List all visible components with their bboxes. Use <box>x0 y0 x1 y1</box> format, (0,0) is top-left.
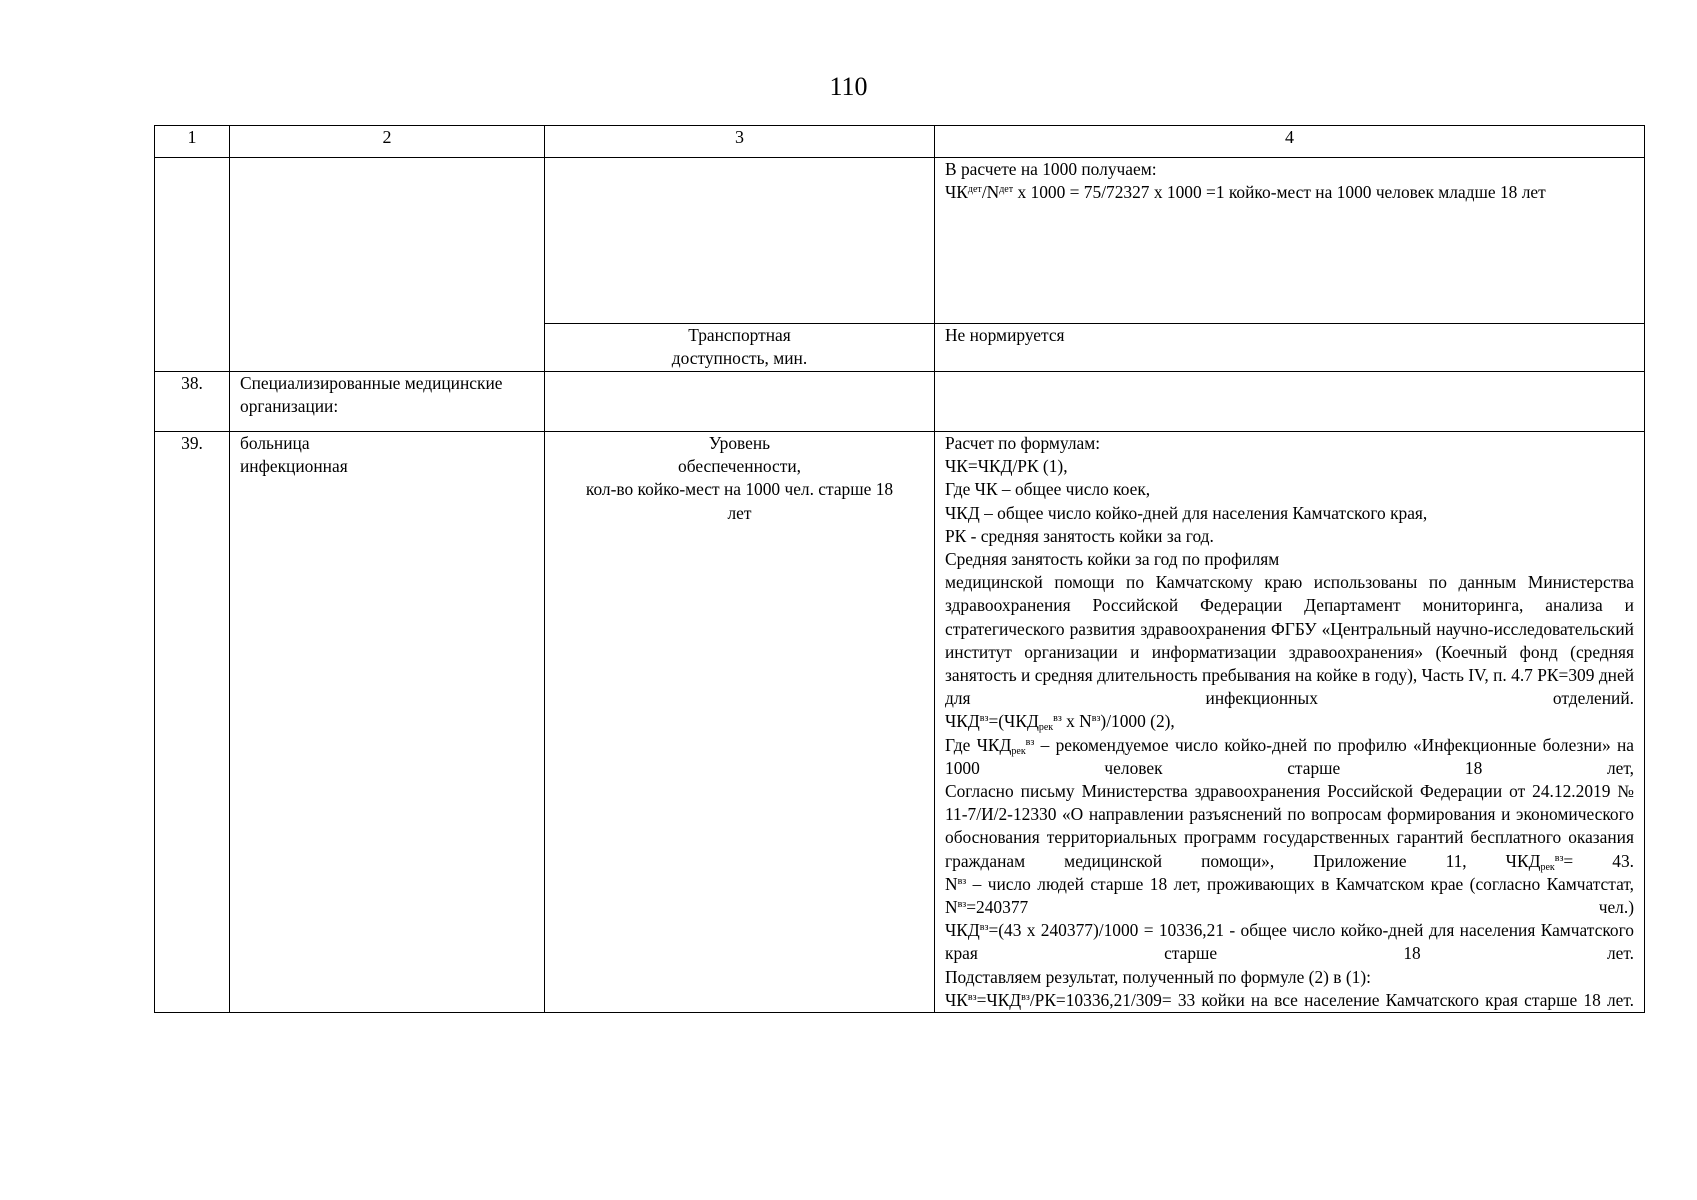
header-col-3: 3 <box>545 126 935 158</box>
calc-intro: В расчете на 1000 получаем: <box>945 159 1157 179</box>
header-col-2: 2 <box>230 126 545 158</box>
row-calculation <box>935 372 1645 432</box>
calc-paragraph-bed-days: $ЧКД^{вз}=(43$ х 240377)/1000 = 10336,21 - общее число койко-дней для населения Камчатского края старше 18 лет. <box>945 920 1634 964</box>
cell-name-continued <box>230 158 545 372</box>
calc-paragraph-definition: Где $ЧКД_{рек}^{вз}$ – рекомендуемое число койко-дней по профилю «Инфекционные болезни» на 1000 человек старше 18 лет, <box>945 734 1634 778</box>
calc-line: Расчет по формулам: <box>945 433 1101 453</box>
row-indicator <box>545 372 935 432</box>
calc-paragraph-population: $N^{вз}$ – число людей старше 18 лет, проживающих в Камчатском крае (согласно Камчатстат, $N^{вз}=240377$ чел.) <box>945 873 1634 918</box>
calc-children-formula: $ЧК^{дет}/N^{дет}$ х 1000 = 75/72327 х 1000 =1 койко-мест на 1000 человек младше 18 лет <box>945 182 1546 203</box>
row-object-name: Специализированные медицинские организации: <box>230 372 545 432</box>
cell-indicator-continued <box>545 158 935 324</box>
cell-number-continued <box>155 158 230 372</box>
calc-paragraph-letter: Согласно письму Министерства здравоохранения Российской Федерации от 24.12.2019 № 11-7/И/2-12330 «О направлении разъяснений по вопросам формирования и экономического обоснования территориальных программ государственных гарантий бесплатного оказания гражданам медицинской помощи», Приложение 11, $ЧКД_{рек}^{вз}= 43$. <box>945 781 1634 873</box>
norms-table <box>154 125 1645 1013</box>
calc-line: Средняя занятость койки за год по профилям <box>945 549 1280 570</box>
calc-line: ЧКД – общее число койко-дней для населения Камчатского края, <box>945 502 1428 523</box>
table-row-38 <box>155 372 1645 432</box>
calc-line: РК - средняя занятость койки за год. <box>945 525 1214 546</box>
cell-transport-value: Не нормируется <box>935 324 1645 372</box>
calc-formula-1: ЧК=ЧКД/РК (1), <box>945 456 1068 477</box>
calc-line: Подставляем результат, полученный по формуле (2) в (1): <box>945 966 1371 987</box>
calc-line: Где ЧК – общее число коек, <box>945 479 1151 500</box>
cell-calc-continued <box>935 158 1645 324</box>
calc-paragraph-result: $ЧК^{вз}=ЧКД^{вз}/РК=10336,21/309= 33$ койки на все население Камчатского края старше 18 лет. <box>945 989 1634 1010</box>
calc-paragraph-source: медицинской помощи по Камчатскому краю использованы по данным Министерства здравоохранения Российской Федерации Департамент мониторинга, анализа и стратегического развития здравоохранения ФГБУ «Центральный научно-исследовательский институт организации и информатизации здравоохранения» (Коечный фонд (средняя занятость и средняя длительность пребывания на койке в году), Часть IV, п. 4.7 РК=309 дней для инфекционных отделений. <box>945 572 1634 709</box>
header-col-4: 4 <box>935 126 1645 158</box>
header-col-1: 1 <box>155 126 230 158</box>
row-number: 38. <box>155 372 230 432</box>
table-row-continued <box>155 158 1645 324</box>
calc-formula-2: $ЧКД^{вз}=(ЧКД_{рек}^{вз}$ х $N^{вз})/1000$ (2), <box>945 711 1175 734</box>
row-object-name: больница инфекционная <box>230 432 545 1013</box>
table-row-39 <box>155 432 1645 1013</box>
row-calculation <box>935 432 1645 1013</box>
page-number: 110 <box>829 72 868 101</box>
row-number: 39. <box>155 432 230 1013</box>
table-header-row <box>155 126 1645 158</box>
cell-transport-indicator: Транспортная доступность, мин. <box>545 324 935 372</box>
row-indicator: Уровень обеспеченности, кол-во койко-мест на 1000 чел. старше 18 лет <box>545 432 935 1013</box>
